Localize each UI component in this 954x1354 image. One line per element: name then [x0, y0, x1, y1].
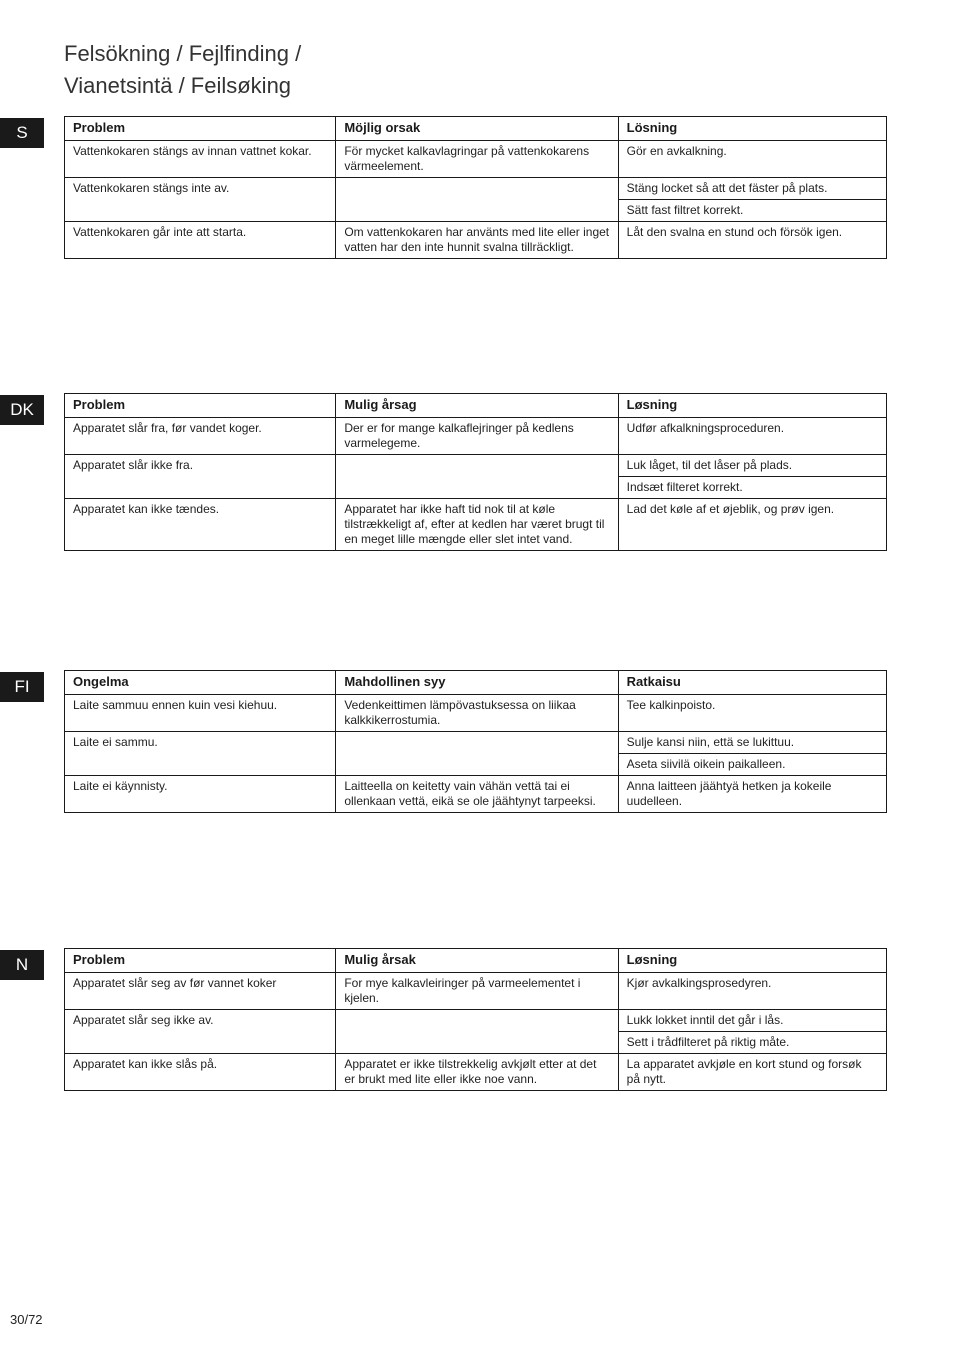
table-header-row: [65, 949, 887, 973]
page-title-line-1: Felsökning / Fejlfinding /: [64, 41, 302, 66]
header-solution: Løsning: [618, 949, 886, 973]
cause-cell: Om vattenkokaren har använts med lite eller inget vatten har den inte hunnit svalna tillräckligt.: [336, 222, 618, 259]
page-title-line-2: Vianetsintä / Feilsøking: [64, 73, 292, 98]
solution-cell: Tee kalkinpoisto.: [618, 695, 886, 732]
solution-cell: Låt den svalna en stund och försök igen.: [618, 222, 886, 259]
problem-cell: Vattenkokaren går inte att starta.: [65, 222, 336, 259]
table-row: [65, 1054, 887, 1091]
problem-cell: Apparatet slår seg ikke av.: [65, 1010, 336, 1054]
problem-cell: Apparatet kan ikke slås på.: [65, 1054, 336, 1091]
solution-cell: Lad det køle af et øjeblik, og prøv igen.: [618, 499, 886, 551]
language-tab-s: S: [0, 118, 44, 148]
page-title: [64, 38, 301, 102]
troubleshooting-table-n: [64, 948, 887, 1091]
cause-cell: For mye kalkavleiringer på varmeelementet i kjelen.: [336, 973, 618, 1010]
table-row: [65, 732, 887, 754]
solution-cell: La apparatet avkjøle en kort stund og forsøk på nytt.: [618, 1054, 886, 1091]
header-problem: Ongelma: [65, 671, 336, 695]
table-row: [65, 178, 887, 200]
language-tab-dk: DK: [0, 395, 44, 425]
page-number: 30/72: [10, 1312, 43, 1327]
header-cause: Möjlig orsak: [336, 117, 618, 141]
solution-cell: Gör en avkalkning.: [618, 141, 886, 178]
solution-cell: Aseta siivilä oikein paikalleen.: [618, 754, 886, 776]
cause-cell: Apparatet har ikke haft tid nok til at køle tilstrækkeligt af, efter at kedlen har været brugt til en meget lille mængde eller slet intet vand.: [336, 499, 618, 551]
table-header-row: [65, 671, 887, 695]
solution-cell: Anna laitteen jäähtyä hetken ja kokeile uudelleen.: [618, 776, 886, 813]
solution-cell: Kjør avkalkingsprosedyren.: [618, 973, 886, 1010]
solution-cell: Lukk lokket inntil det går i lås.: [618, 1010, 886, 1032]
header-solution: Ratkaisu: [618, 671, 886, 695]
problem-cell: Apparatet slår seg av før vannet koker: [65, 973, 336, 1010]
troubleshooting-table-s: [64, 116, 887, 259]
problem-cell: Laite ei käynnisty.: [65, 776, 336, 813]
header-solution: Lösning: [618, 117, 886, 141]
problem-cell: Apparatet slår fra, før vandet koger.: [65, 418, 336, 455]
problem-cell: Apparatet slår ikke fra.: [65, 455, 336, 499]
cause-cell: För mycket kalkavlagringar på vattenkokarens värmeelement.: [336, 141, 618, 178]
header-problem: Problem: [65, 394, 336, 418]
language-tab-fi: FI: [0, 672, 44, 702]
solution-cell: Sett i trådfilteret på riktig måte.: [618, 1032, 886, 1054]
problem-cell: Vattenkokaren stängs av innan vattnet kokar.: [65, 141, 336, 178]
header-problem: Problem: [65, 949, 336, 973]
problem-cell: Laite sammuu ennen kuin vesi kiehuu.: [65, 695, 336, 732]
cause-cell: Laitteella on keitetty vain vähän vettä tai ei ollenkaan vettä, eikä se ole jäähtynyt tarpeeksi.: [336, 776, 618, 813]
table-header-row: [65, 394, 887, 418]
problem-cell: Laite ei sammu.: [65, 732, 336, 776]
cause-cell: Vedenkeittimen lämpövastuksessa on liikaa kalkkikerrostumia.: [336, 695, 618, 732]
table-row: [65, 418, 887, 455]
table-row: [65, 499, 887, 551]
header-problem: Problem: [65, 117, 336, 141]
cause-cell: [336, 178, 618, 222]
table-row: [65, 973, 887, 1010]
header-cause: Mulig årsak: [336, 949, 618, 973]
table-header-row: [65, 117, 887, 141]
cause-cell: [336, 455, 618, 499]
header-solution: Løsning: [618, 394, 886, 418]
problem-cell: Vattenkokaren stängs inte av.: [65, 178, 336, 222]
table-row: [65, 222, 887, 259]
solution-cell: Luk låget, til det låser på plads.: [618, 455, 886, 477]
language-tab-n: N: [0, 950, 44, 980]
solution-cell: Sätt fast filtret korrekt.: [618, 200, 886, 222]
header-cause: Mulig årsag: [336, 394, 618, 418]
cause-cell: Der er for mange kalkaflejringer på kedlens varmelegeme.: [336, 418, 618, 455]
table-row: [65, 695, 887, 732]
solution-cell: Udfør afkalkningsproceduren.: [618, 418, 886, 455]
cause-cell: [336, 732, 618, 776]
cause-cell: Apparatet er ikke tilstrekkelig avkjølt etter at det er brukt med lite eller ikke noe vann.: [336, 1054, 618, 1091]
problem-cell: Apparatet kan ikke tændes.: [65, 499, 336, 551]
troubleshooting-table-dk: [64, 393, 887, 551]
table-row: [65, 776, 887, 813]
header-cause: Mahdollinen syy: [336, 671, 618, 695]
solution-cell: Sulje kansi niin, että se lukittuu.: [618, 732, 886, 754]
solution-cell: Stäng locket så att det fäster på plats.: [618, 178, 886, 200]
table-row: [65, 455, 887, 477]
cause-cell: [336, 1010, 618, 1054]
table-row: [65, 141, 887, 178]
solution-cell: Indsæt filteret korrekt.: [618, 477, 886, 499]
troubleshooting-table-fi: [64, 670, 887, 813]
table-row: [65, 1010, 887, 1032]
